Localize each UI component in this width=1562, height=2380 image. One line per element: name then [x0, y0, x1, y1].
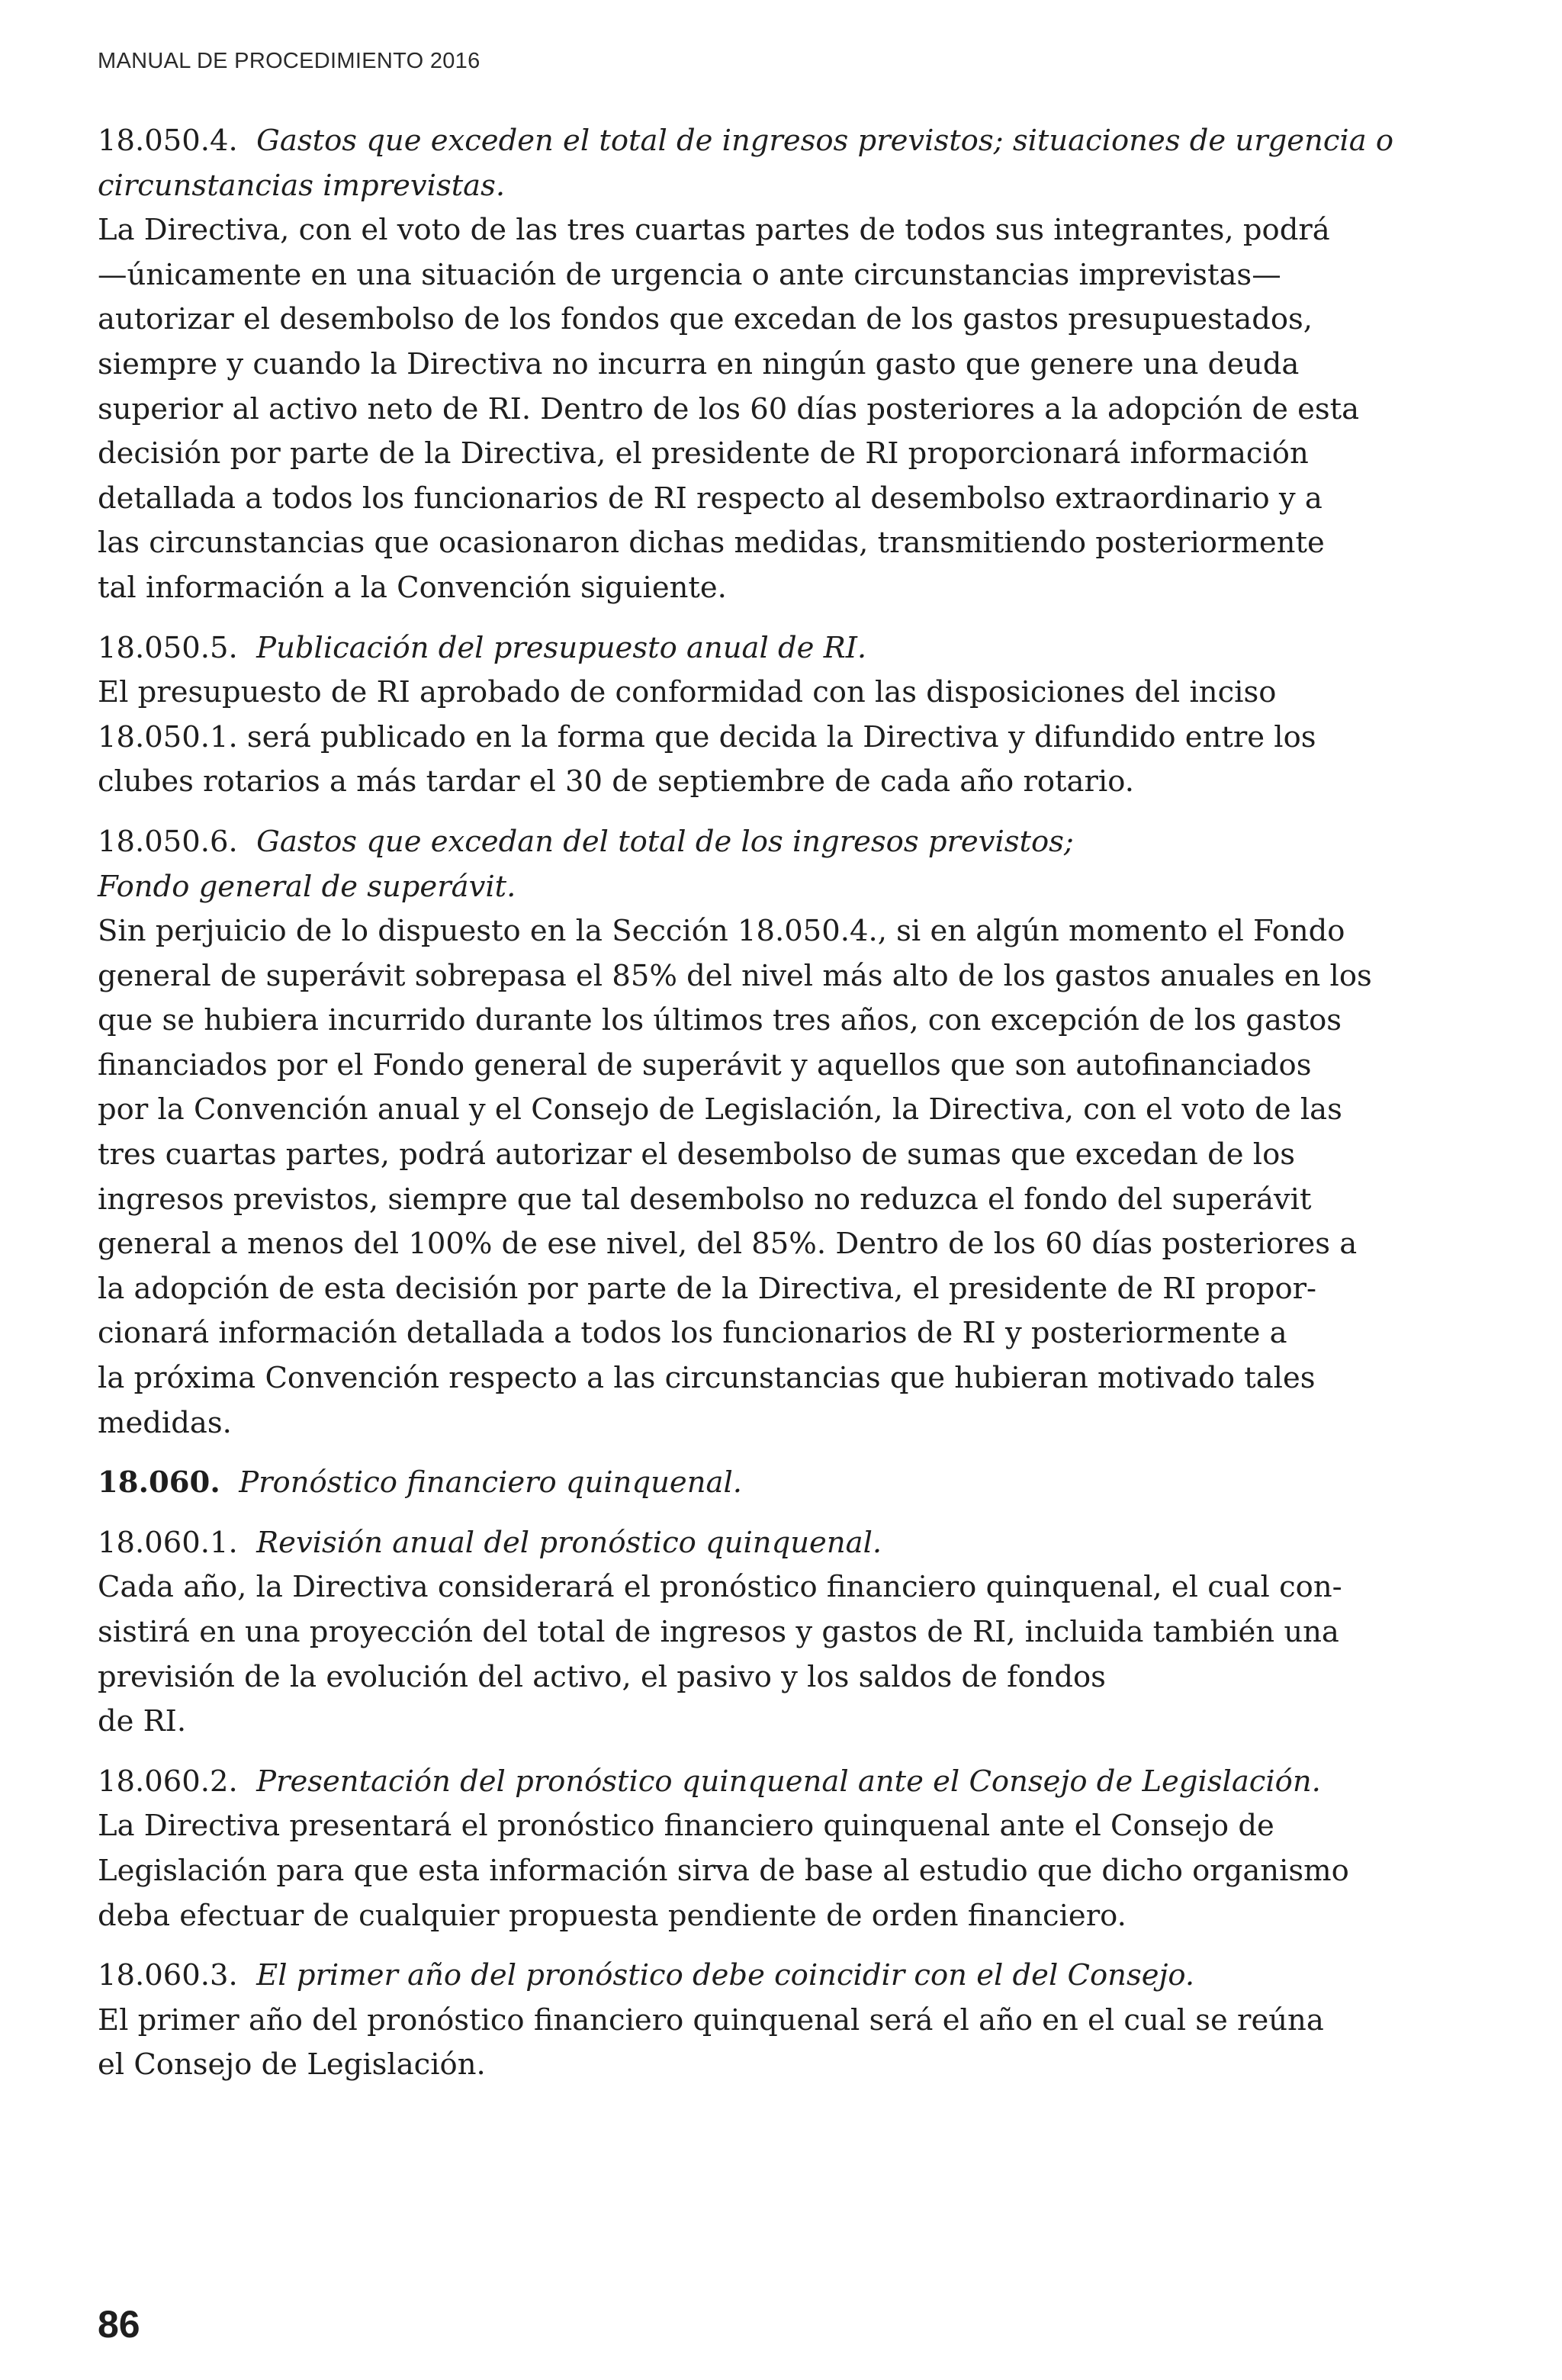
- section-title: El primer año del pronóstico debe coincidir con el del Consejo.: [256, 1958, 1195, 1993]
- body-line: financiados por el Fondo general de superávit y aquellos que son autofinanciados: [98, 1047, 1312, 1082]
- body-line: —únicamente en una situación de urgencia o ante circunstancias imprevistas—: [98, 257, 1281, 292]
- body-line: autorizar el desembolso de los fondos que excedan de los gastos presupuestados,: [98, 302, 1313, 337]
- body-line: sistirá en una proyección del total de ingresos y gastos de RI, incluida también una: [98, 1615, 1339, 1649]
- body-line: siempre y cuando la Directiva no incurra en ningún gasto que genere una deuda: [98, 346, 1300, 381]
- section-heading: [98, 820, 1425, 865]
- body-line: deba efectuar de cualquier propuesta pendiente de orden financiero.: [98, 1898, 1127, 1933]
- document-page: [98, 0, 1425, 2380]
- section-number: 18.060.: [98, 1465, 220, 1500]
- section-number: 18.060.1.: [98, 1525, 238, 1560]
- running-head: MANUAL DE PROCEDIMIENTO 2016: [98, 49, 480, 73]
- section-number: 18.060.2.: [98, 1764, 238, 1799]
- section-title: Gastos que exceden el total de ingresos previstos; situaciones de urgencia o circunstancias imprevistas.: [98, 124, 1394, 203]
- section-18-050-6: [98, 820, 1425, 1446]
- section-heading: [98, 1521, 1425, 1566]
- body-line: previsión de la evolución del activo, el pasivo y los saldos de fondos: [98, 1659, 1106, 1694]
- body-line: Cada año, la Directiva considerará el pronóstico financiero quinquenal, el cual con-: [98, 1570, 1342, 1605]
- section-title: Pronóstico financiero quinquenal.: [239, 1465, 742, 1500]
- body-line: tal información a la Convención siguiente.: [98, 570, 727, 605]
- section-18-050-4: [98, 119, 1425, 611]
- body-line: decisión por parte de la Directiva, el presidente de RI proporcionará información: [98, 436, 1309, 471]
- body-line: de RI.: [98, 1704, 187, 1739]
- body-line: superior al activo neto de RI. Dentro de los 60 días posteriores a la adopción de esta: [98, 391, 1360, 426]
- page-number: 86: [98, 2303, 140, 2346]
- section-number: 18.050.5.: [98, 630, 238, 665]
- section-title: Presentación del pronóstico quinquenal ante el Consejo de Legislación.: [256, 1764, 1321, 1799]
- section-18-060: [98, 1461, 1425, 1506]
- body-line: La Directiva presentará el pronóstico financiero quinquenal ante el Consejo de: [98, 1809, 1274, 1844]
- body-line: Legislación para que esta información sirva de base al estudio que dicho organismo: [98, 1853, 1349, 1888]
- body-line: clubes rotarios a más tardar el 30 de septiembre de cada año rotario.: [98, 764, 1134, 799]
- section-heading: [98, 1461, 1425, 1506]
- body-line: general de superávit sobrepasa el 85% del nivel más alto de los gastos anuales en los: [98, 958, 1372, 993]
- section-heading: [98, 1760, 1425, 1805]
- section-number: 18.050.4.: [98, 124, 238, 158]
- body-line: La Directiva, con el voto de las tres cuartas partes de todos sus integrantes, podrá: [98, 213, 1330, 248]
- body-line: cionará información detallada a todos los funcionarios de RI y posteriormente a: [98, 1316, 1287, 1351]
- body-line: El primer año del pronóstico financiero quinquenal será el año en el cual se reúna: [98, 2002, 1324, 2037]
- body-line: El presupuesto de RI aprobado de conformidad con las disposiciones del inciso: [98, 675, 1277, 710]
- body-line: 18.050.1. será publicado en la forma que decida la Directiva y difundido entre los: [98, 719, 1316, 754]
- body-line: que se hubiera incurrido durante los últimos tres años, con excepción de los gastos: [98, 1003, 1342, 1038]
- section-heading: [98, 1954, 1425, 1999]
- body-line: detallada a todos los funcionarios de RI respecto al desembolso extraordinario y a: [98, 481, 1323, 516]
- section-heading: [98, 626, 1425, 671]
- section-title: Revisión anual del pronóstico quinquenal.: [256, 1525, 882, 1560]
- body-line: medidas.: [98, 1405, 232, 1440]
- section-title: Publicación del presupuesto anual de RI.: [256, 630, 867, 665]
- body-line: por la Convención anual y el Consejo de Legislación, la Directiva, con el voto de las: [98, 1092, 1342, 1127]
- body-line: la adopción de esta decisión por parte de la Directiva, el presidente de RI propor-: [98, 1271, 1317, 1306]
- section-18-050-5: [98, 626, 1425, 805]
- page-content: [98, 119, 1425, 2103]
- body-line: Sin perjuicio de lo dispuesto en la Sección 18.050.4., si en algún momento el Fondo: [98, 914, 1345, 949]
- section-number: 18.050.6.: [98, 824, 238, 859]
- body-line: tres cuartas partes, podrá autorizar el desembolso de sumas que excedan de los: [98, 1137, 1296, 1172]
- section-title-line2: Fondo general de superávit.: [98, 869, 516, 904]
- section-heading: [98, 119, 1425, 208]
- section-18-060-2: [98, 1760, 1425, 1938]
- body-line: el Consejo de Legislación.: [98, 2047, 486, 2082]
- body-line: ingresos previstos, siempre que tal desembolso no reduzca el fondo del superávit: [98, 1182, 1312, 1217]
- section-18-060-3: [98, 1954, 1425, 2088]
- body-line: la próxima Convención respecto a las circunstancias que hubieran motivado tales: [98, 1361, 1316, 1396]
- body-line: las circunstancias que ocasionaron dichas medidas, transmitiendo posteriormente: [98, 526, 1325, 561]
- body-line: general a menos del 100% de ese nivel, del 85%. Dentro de los 60 días posteriores a: [98, 1227, 1358, 1262]
- section-number: 18.060.3.: [98, 1958, 238, 1993]
- section-title: Gastos que excedan del total de los ingresos previstos;: [256, 824, 1074, 859]
- section-18-060-1: [98, 1521, 1425, 1745]
